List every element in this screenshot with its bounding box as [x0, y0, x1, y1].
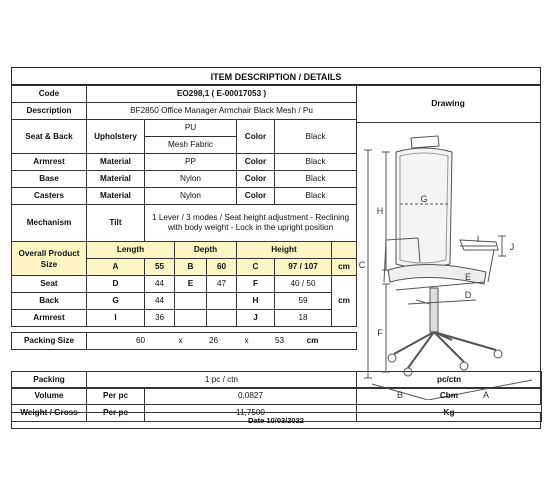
- item-sheet: [11, 67, 541, 429]
- back-blank-2: [207, 293, 237, 310]
- dim-f-letter: F: [237, 276, 275, 293]
- label-e: E: [464, 272, 472, 282]
- seat-label: Seat: [12, 276, 87, 293]
- base-mat: Nylon: [145, 171, 237, 188]
- seat-shape: [388, 264, 486, 284]
- code-row: [12, 86, 357, 103]
- label-i: I: [476, 234, 480, 244]
- armrest-blank-1: [175, 310, 207, 327]
- dim-line-j: [498, 236, 506, 256]
- caster-2: [460, 362, 468, 370]
- armrest-mat: PP: [145, 154, 237, 171]
- dim-h-letter: H: [237, 293, 275, 310]
- dim-e-letter: E: [175, 276, 207, 293]
- dim-i-value: 36: [145, 310, 175, 327]
- weight-value: 11,7500: [145, 405, 357, 422]
- back-blank-1: [175, 293, 207, 310]
- label-f: F: [377, 328, 383, 338]
- seat-back-mat1: PU: [145, 120, 237, 137]
- back-dims-row: [12, 293, 357, 310]
- pack-x-1: x: [178, 336, 183, 345]
- armrest-row: [12, 154, 357, 171]
- weight-label: Weight / Gross: [12, 405, 87, 422]
- code-value: EO298,1 ( E-00017053 ): [87, 86, 357, 103]
- volume-per: Per pc: [87, 388, 145, 405]
- volume-value: 0,0827: [145, 388, 357, 405]
- gas-lift: [430, 288, 438, 332]
- dim-h-value: 59: [275, 293, 332, 310]
- caster-4: [404, 368, 412, 376]
- weight-per: Per pc: [87, 405, 145, 422]
- armrest-label: Armrest: [12, 154, 87, 171]
- pack-dim-3: 53: [274, 336, 285, 345]
- volume-unit: Cbm: [357, 388, 542, 405]
- description-label: Description: [12, 103, 87, 120]
- headrest-shape: [411, 136, 439, 148]
- armrest-color-label: Color: [237, 154, 275, 171]
- base-color-label: Color: [237, 171, 275, 188]
- packing-value: 1 pc / ctn: [87, 372, 357, 389]
- packing-unit: pc/ctn: [357, 372, 542, 389]
- overall-header-row: [12, 242, 357, 259]
- seat-back-color-label: Color: [237, 120, 275, 154]
- seat-back-label: Seat & Back: [12, 120, 87, 154]
- label-h: H: [376, 206, 384, 216]
- label-d: D: [464, 290, 472, 300]
- dim-b-value: 60: [207, 259, 237, 276]
- pack-x-2: x: [244, 336, 249, 345]
- packing-size-row: [12, 333, 357, 350]
- dim-j-letter: J: [237, 310, 275, 327]
- label-g: G: [420, 194, 428, 204]
- weight-unit: Kg: [357, 405, 542, 422]
- caster-1: [388, 354, 396, 362]
- dim-e-value: 47: [207, 276, 237, 293]
- dim-g-value: 44: [145, 293, 175, 310]
- overall-header-blank: [332, 242, 357, 259]
- dim-i-letter: I: [87, 310, 145, 327]
- label-c: C: [358, 260, 366, 270]
- base-color: Black: [275, 171, 357, 188]
- dim-a-letter: A: [87, 259, 145, 276]
- label-j: J: [509, 242, 515, 252]
- mechanism-label: Mechanism: [12, 205, 87, 242]
- pack-dim-2: 26: [208, 336, 219, 345]
- back-label: Back: [12, 293, 87, 310]
- sheet-title: ITEM DESCRIPTION / DETAILS: [11, 67, 541, 85]
- seat-back-mat2: Mesh Fabric: [145, 137, 237, 154]
- casters-color: Black: [275, 188, 357, 205]
- dim-d-letter: D: [87, 276, 145, 293]
- volume-row: [12, 388, 542, 405]
- casters-color-label: Color: [237, 188, 275, 205]
- overall-unit: cm: [332, 259, 357, 276]
- description-value: BF2850 Office Manager Armchair Black Mesh / Pu: [87, 103, 357, 120]
- base-label: Base: [12, 171, 87, 188]
- packing-label: Packing: [12, 372, 87, 389]
- casters-row: [12, 188, 357, 205]
- casters-label: Casters: [12, 188, 87, 205]
- packing-size-label: Packing Size: [12, 333, 87, 350]
- dim-j-value: 18: [275, 310, 332, 327]
- dim-b-letter: B: [175, 259, 207, 276]
- dim-c-value: 97 / 107: [275, 259, 332, 276]
- overall-label: Overall Product Size: [12, 242, 87, 276]
- dim-line-e: [396, 282, 484, 290]
- mechanism-sub: Tilt: [87, 205, 145, 242]
- dim-line-f: [382, 284, 390, 372]
- armrest-color: Black: [275, 154, 357, 171]
- armrest-dims-label: Armrest: [12, 310, 87, 327]
- description-row: [12, 103, 357, 120]
- seat-back-color: Black: [275, 120, 357, 154]
- casters-mat: Nylon: [145, 188, 237, 205]
- length-header: Length: [87, 242, 175, 259]
- dim-c-letter: C: [237, 259, 275, 276]
- seat-dims-row: [12, 276, 357, 293]
- dim-d-value: 44: [145, 276, 175, 293]
- details-table: [11, 85, 357, 350]
- caster-3: [494, 350, 502, 358]
- code-label: Code: [12, 86, 87, 103]
- volume-label: Volume: [12, 388, 87, 405]
- base-star: [394, 332, 496, 368]
- armrest-dims-row: [12, 310, 357, 327]
- chair-drawing: [356, 132, 540, 400]
- dim-a-value: 55: [145, 259, 175, 276]
- dims-unit: cm: [332, 276, 357, 327]
- seat-back-sub: Upholstery: [87, 120, 145, 154]
- packing-size-values: [87, 333, 357, 350]
- dim-g-letter: G: [87, 293, 145, 310]
- label-a: A: [482, 390, 490, 400]
- mechanism-row: [12, 205, 357, 242]
- label-b: B: [396, 390, 404, 400]
- base-sub: Material: [87, 171, 145, 188]
- backrest-shape: [396, 148, 452, 268]
- casters-sub: Material: [87, 188, 145, 205]
- pack-unit: cm: [306, 336, 319, 345]
- date-footer: Date 10/03/2022: [11, 412, 541, 429]
- height-header: Height: [237, 242, 332, 259]
- depth-header: Depth: [175, 242, 237, 259]
- mechanism-value: 1 Lever / 3 modes / Seat height adjustment - Reclining with body weight - Lock in the upright position: [145, 205, 357, 242]
- drawing-panel: [356, 85, 541, 405]
- armrest-blank-2: [207, 310, 237, 327]
- armrest-sub: Material: [87, 154, 145, 171]
- seat-back-row-1: [12, 120, 357, 137]
- drawing-title: Drawing: [356, 86, 540, 123]
- dim-f-value: 40 / 50: [275, 276, 332, 293]
- base-row: [12, 171, 357, 188]
- pack-dim-1: 60: [135, 336, 146, 345]
